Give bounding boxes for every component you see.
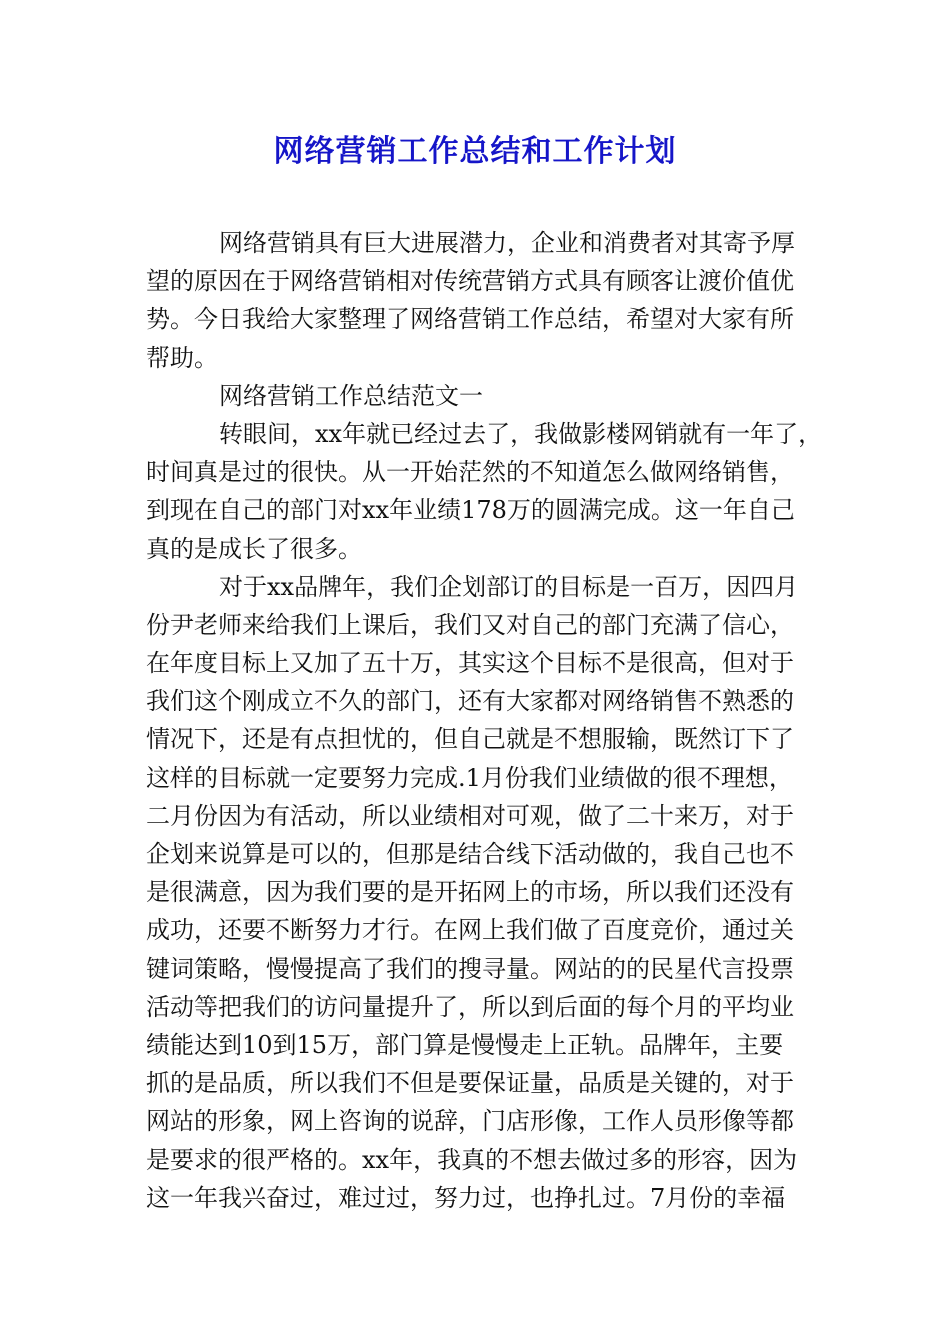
text-line: 时间真是过的很快。从一开始茫然的不知道怎么做网络销售， bbox=[146, 458, 794, 487]
text-line: 是很满意，因为我们要的是开拓网上的市场，所以我们还没有 bbox=[146, 878, 794, 907]
text-line: 转眼间，xx年就已经过去了，我做影楼网销就有一年了， bbox=[219, 419, 823, 448]
text-line: 抓的是品质，所以我们不但是要保证量，品质是关键的，对于 bbox=[146, 1069, 794, 1098]
text-line: 二月份因为有活动，所以业绩相对可观，做了二十来万，对于 bbox=[146, 801, 794, 830]
text-line: 成功，还要不断努力才行。在网上我们做了百度竞价，通过关 bbox=[146, 916, 794, 945]
text-line: 企划来说算是可以的，但那是结合线下活动做的，我自己也不 bbox=[146, 840, 794, 868]
text-line: 到现在自己的部门对xx年业绩178万的圆满完成。这一年自己 bbox=[146, 496, 795, 525]
text-line: 情况下，还是有点担忧的，但自己就是不想服输，既然订下了 bbox=[146, 725, 794, 754]
text-line: 这一年我兴奋过，难过过，努力过，也挣扎过。7月份的幸福 bbox=[146, 1183, 786, 1212]
text-line: 份尹老师来给我们上课后，我们又对自己的部门充满了信心， bbox=[146, 610, 794, 639]
document-title: 网络营销工作总结和工作计划 bbox=[273, 134, 677, 169]
text-line: 势。今日我给大家整理了网络营销工作总结，希望对大家有所 bbox=[146, 305, 794, 334]
text-line: 是要求的很严格的。xx年，我真的不想去做过多的形容，因为 bbox=[146, 1145, 798, 1174]
text-line: 在年度目标上又加了五十万，其实这个目标不是很高，但对于 bbox=[146, 649, 794, 678]
text-line: 这样的目标就一定要努力完成.1月份我们业绩做的很不理想， bbox=[146, 763, 793, 792]
section-heading: 网络营销工作总结范文一 bbox=[219, 381, 483, 410]
text-line: 真的是成长了很多。 bbox=[146, 534, 362, 563]
text-line: 网站的形象，网上咨询的说辞，门店形像，工作人员形像等都 bbox=[146, 1107, 794, 1136]
text-line: 望的原因在于网络营销相对传统营销方式具有顾客让渡价值优 bbox=[146, 267, 794, 296]
text-line: 我们这个刚成立不久的部门，还有大家都对网络销售不熟悉的 bbox=[146, 687, 794, 716]
text-line: 对于xx品牌年，我们企划部订的目标是一百万，因四月 bbox=[219, 572, 799, 601]
text-line: 活动等把我们的访问量提升了，所以到后面的每个月的平均业 bbox=[146, 992, 794, 1021]
text-line: 绩能达到10到15万，部门算是慢慢走上正轨。品牌年，主要 bbox=[146, 1030, 784, 1059]
document-body bbox=[146, 224, 823, 1217]
text-line: 帮助。 bbox=[146, 343, 218, 372]
text-line: 键词策略，慢慢提高了我们的搜寻量。网站的的民星代言投票 bbox=[146, 954, 794, 983]
text-line: 网络营销具有巨大进展潜力，企业和消费者对其寄予厚 bbox=[219, 229, 795, 257]
